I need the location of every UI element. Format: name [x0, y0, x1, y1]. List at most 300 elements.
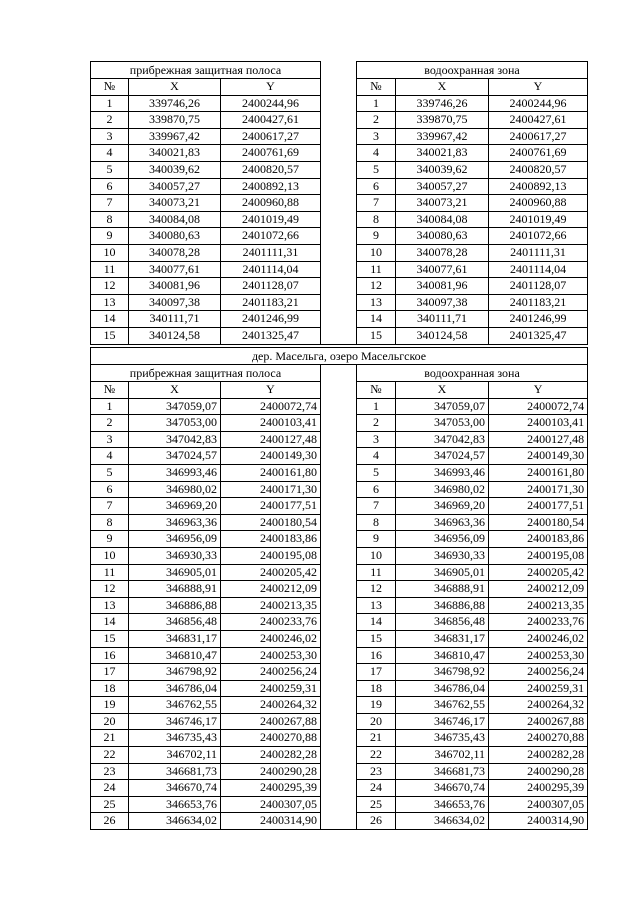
table-row: [91, 195, 588, 212]
point-number: 17: [91, 664, 129, 681]
x-coordinate: 346856,48: [129, 614, 221, 631]
x-coordinate: 346888,91: [129, 581, 221, 598]
x-coordinate: 346831,17: [129, 630, 221, 647]
y-coordinate: 2400617,27: [221, 128, 321, 145]
y-coordinate: 2400103,41: [221, 415, 321, 432]
table-row: [91, 747, 588, 764]
point-number: 23: [357, 763, 396, 780]
y-coordinate: 2400103,41: [489, 415, 588, 432]
table-row: [91, 630, 588, 647]
header-y: Y: [221, 79, 321, 96]
y-coordinate: 2400264,32: [221, 697, 321, 714]
point-number: 21: [357, 730, 396, 747]
y-coordinate: 2400267,88: [221, 713, 321, 730]
x-coordinate: 346993,46: [129, 464, 221, 481]
x-coordinate: 346634,02: [396, 813, 489, 830]
x-coordinate: 346735,43: [396, 730, 489, 747]
y-coordinate: 2400259,31: [221, 680, 321, 697]
x-coordinate: 346702,11: [396, 747, 489, 764]
y-coordinate: 2400264,32: [489, 697, 588, 714]
point-number: 22: [91, 747, 129, 764]
point-number: 2: [357, 112, 396, 129]
table-row: [91, 431, 588, 448]
point-number: 10: [357, 547, 396, 564]
y-coordinate: 2400127,48: [221, 431, 321, 448]
point-number: 3: [91, 128, 129, 145]
table-row: [91, 278, 588, 295]
point-number: 24: [357, 780, 396, 797]
header-x: X: [396, 79, 489, 96]
table-row: [91, 178, 588, 195]
y-coordinate: 2400427,61: [221, 112, 321, 129]
point-number: 11: [357, 564, 396, 581]
x-coordinate: 347042,83: [396, 431, 489, 448]
point-number: 20: [357, 713, 396, 730]
header-x: X: [396, 382, 489, 399]
x-coordinate: 346681,73: [396, 763, 489, 780]
x-coordinate: 346810,47: [129, 647, 221, 664]
y-coordinate: 2400960,88: [489, 195, 588, 212]
x-coordinate: 346963,36: [129, 514, 221, 531]
table-row: [91, 697, 588, 714]
x-coordinate: 346653,76: [129, 796, 221, 813]
y-coordinate: 2400180,54: [489, 514, 588, 531]
x-coordinate: 346905,01: [129, 564, 221, 581]
x-coordinate: 340097,38: [396, 294, 489, 311]
y-coordinate: 2400177,51: [221, 498, 321, 515]
x-coordinate: 347059,07: [129, 398, 221, 415]
table-row: [91, 228, 588, 245]
point-number: 14: [91, 311, 129, 328]
table-row: [91, 464, 588, 481]
point-number: 7: [91, 498, 129, 515]
y-coordinate: 2400127,48: [489, 431, 588, 448]
table-row: [91, 211, 588, 228]
x-coordinate: 346888,91: [396, 581, 489, 598]
x-coordinate: 340078,28: [396, 244, 489, 261]
x-coordinate: 346969,20: [129, 498, 221, 515]
x-coordinate: 340124,58: [129, 327, 221, 344]
x-coordinate: 340073,21: [129, 195, 221, 212]
table-row: [91, 514, 588, 531]
y-coordinate: 2400246,02: [221, 630, 321, 647]
point-number: 15: [91, 327, 129, 344]
header-y: Y: [489, 382, 588, 399]
x-coordinate: 347042,83: [129, 431, 221, 448]
point-number: 11: [357, 261, 396, 278]
y-coordinate: 2400617,27: [489, 128, 588, 145]
y-coordinate: 2400892,13: [221, 178, 321, 195]
table-row: [91, 597, 588, 614]
x-coordinate: 346798,92: [129, 664, 221, 681]
point-number: 13: [91, 294, 129, 311]
section-title-row: [91, 62, 588, 79]
y-coordinate: 2401114,04: [221, 261, 321, 278]
x-coordinate: 339967,42: [396, 128, 489, 145]
point-number: 16: [357, 647, 396, 664]
y-coordinate: 2400314,90: [489, 813, 588, 830]
x-coordinate: 339746,26: [129, 95, 221, 112]
x-coordinate: 346993,46: [396, 464, 489, 481]
point-number: 24: [91, 780, 129, 797]
y-coordinate: 2401019,49: [489, 211, 588, 228]
y-coordinate: 2400314,90: [221, 813, 321, 830]
y-coordinate: 2400212,09: [489, 581, 588, 598]
y-coordinate: 2400270,88: [221, 730, 321, 747]
point-number: 12: [357, 278, 396, 295]
y-coordinate: 2400244,96: [489, 95, 588, 112]
y-coordinate: 2400267,88: [489, 713, 588, 730]
x-coordinate: 346735,43: [129, 730, 221, 747]
point-number: 1: [91, 95, 129, 112]
y-coordinate: 2400183,86: [221, 531, 321, 548]
point-number: 8: [357, 211, 396, 228]
point-number: 14: [357, 614, 396, 631]
point-number: 12: [357, 581, 396, 598]
point-number: 26: [357, 813, 396, 830]
y-coordinate: 2400213,35: [489, 597, 588, 614]
y-coordinate: 2400180,54: [221, 514, 321, 531]
y-coordinate: 2400213,35: [221, 597, 321, 614]
table-row: [91, 311, 588, 328]
x-coordinate: 346963,36: [396, 514, 489, 531]
y-coordinate: 2400205,42: [489, 564, 588, 581]
water-protection-zone-title: водоохранная зона: [357, 62, 588, 79]
point-number: 8: [357, 514, 396, 531]
x-coordinate: 346810,47: [396, 647, 489, 664]
point-number: 22: [357, 747, 396, 764]
y-coordinate: 2400177,51: [489, 498, 588, 515]
x-coordinate: 346762,55: [129, 697, 221, 714]
y-coordinate: 2400307,05: [489, 796, 588, 813]
y-coordinate: 2400244,96: [221, 95, 321, 112]
table-row: [91, 498, 588, 515]
section-title-row: [91, 365, 588, 382]
table-row: [91, 664, 588, 681]
point-number: 4: [91, 448, 129, 465]
y-coordinate: 2400212,09: [221, 581, 321, 598]
point-number: 10: [357, 244, 396, 261]
point-number: 1: [357, 398, 396, 415]
point-number: 2: [357, 415, 396, 432]
point-number: 10: [91, 244, 129, 261]
header-number: №: [357, 382, 396, 399]
table-row: [91, 415, 588, 432]
y-coordinate: 2400246,02: [489, 630, 588, 647]
y-coordinate: 2401325,47: [489, 327, 588, 344]
table-row: [91, 294, 588, 311]
x-coordinate: 346786,04: [129, 680, 221, 697]
y-coordinate: 2400253,30: [489, 647, 588, 664]
y-coordinate: 2400761,69: [489, 145, 588, 162]
point-number: 13: [357, 294, 396, 311]
y-coordinate: 2400290,28: [489, 763, 588, 780]
point-number: 23: [91, 763, 129, 780]
point-number: 2: [91, 112, 129, 129]
point-number: 8: [91, 514, 129, 531]
point-number: 15: [91, 630, 129, 647]
y-coordinate: 2400761,69: [221, 145, 321, 162]
point-number: 10: [91, 547, 129, 564]
table-row: [91, 128, 588, 145]
y-coordinate: 2400149,30: [221, 448, 321, 465]
point-number: 5: [91, 464, 129, 481]
point-number: 25: [357, 796, 396, 813]
y-coordinate: 2400171,30: [221, 481, 321, 498]
table-row: [91, 145, 588, 162]
point-number: 20: [91, 713, 129, 730]
y-coordinate: 2400295,39: [489, 780, 588, 797]
table-row: [91, 730, 588, 747]
point-number: 26: [91, 813, 129, 830]
table-row: [91, 161, 588, 178]
point-number: 1: [357, 95, 396, 112]
x-coordinate: 346886,88: [396, 597, 489, 614]
x-coordinate: 347053,00: [129, 415, 221, 432]
x-coordinate: 346930,33: [396, 547, 489, 564]
x-coordinate: 346670,74: [129, 780, 221, 797]
water-protection-zone-title: водоохранная зона: [357, 365, 588, 382]
y-coordinate: 2400820,57: [489, 161, 588, 178]
point-number: 11: [91, 261, 129, 278]
point-number: 9: [357, 228, 396, 245]
x-coordinate: 346786,04: [396, 680, 489, 697]
table-row: [91, 448, 588, 465]
x-coordinate: 346856,48: [396, 614, 489, 631]
x-coordinate: 346653,76: [396, 796, 489, 813]
point-number: 19: [91, 697, 129, 714]
point-number: 6: [91, 178, 129, 195]
point-number: 8: [91, 211, 129, 228]
y-coordinate: 2400256,24: [489, 664, 588, 681]
x-coordinate: 339746,26: [396, 95, 489, 112]
point-number: 14: [357, 311, 396, 328]
y-coordinate: 2400161,80: [221, 464, 321, 481]
x-coordinate: 346634,02: [129, 813, 221, 830]
x-coordinate: 346670,74: [396, 780, 489, 797]
point-number: 21: [91, 730, 129, 747]
x-coordinate: 340111,71: [129, 311, 221, 328]
point-number: 5: [357, 464, 396, 481]
y-coordinate: 2400270,88: [489, 730, 588, 747]
point-number: 4: [357, 145, 396, 162]
x-coordinate: 346886,88: [129, 597, 221, 614]
x-coordinate: 347024,57: [396, 448, 489, 465]
y-coordinate: 2401246,99: [221, 311, 321, 328]
table-row: [91, 680, 588, 697]
point-number: 3: [357, 128, 396, 145]
point-number: 1: [91, 398, 129, 415]
table-row: [91, 713, 588, 730]
y-coordinate: 2400195,08: [221, 547, 321, 564]
y-coordinate: 2401072,66: [489, 228, 588, 245]
point-number: 7: [357, 498, 396, 515]
header-row: [91, 79, 588, 96]
x-coordinate: 346831,17: [396, 630, 489, 647]
y-coordinate: 2401114,04: [489, 261, 588, 278]
y-coordinate: 2401072,66: [221, 228, 321, 245]
x-coordinate: 340080,63: [129, 228, 221, 245]
x-coordinate: 346746,17: [396, 713, 489, 730]
header-number: №: [357, 79, 396, 96]
point-number: 2: [91, 415, 129, 432]
x-coordinate: 340021,83: [396, 145, 489, 162]
y-coordinate: 2401246,99: [489, 311, 588, 328]
coastal-strip-title: прибрежная защитная полоса: [91, 365, 321, 382]
y-coordinate: 2401111,31: [489, 244, 588, 261]
x-coordinate: 346762,55: [396, 697, 489, 714]
table-row: [91, 547, 588, 564]
point-number: 9: [91, 228, 129, 245]
point-number: 3: [357, 431, 396, 448]
coordinates-table-2: [90, 347, 588, 830]
x-coordinate: 340077,61: [129, 261, 221, 278]
y-coordinate: 2401183,21: [489, 294, 588, 311]
x-coordinate: 340081,96: [396, 278, 489, 295]
y-coordinate: 2401128,07: [221, 278, 321, 295]
header-row: [91, 382, 588, 399]
table-row: [91, 647, 588, 664]
y-coordinate: 2401019,49: [221, 211, 321, 228]
x-coordinate: 346905,01: [396, 564, 489, 581]
point-number: 19: [357, 697, 396, 714]
point-number: 12: [91, 278, 129, 295]
x-coordinate: 346980,02: [396, 481, 489, 498]
x-coordinate: 339870,75: [396, 112, 489, 129]
point-number: 15: [357, 630, 396, 647]
point-number: 6: [91, 481, 129, 498]
y-coordinate: 2400307,05: [221, 796, 321, 813]
x-coordinate: 340111,71: [396, 311, 489, 328]
x-coordinate: 346930,33: [129, 547, 221, 564]
x-coordinate: 347024,57: [129, 448, 221, 465]
y-coordinate: 2400233,76: [221, 614, 321, 631]
y-coordinate: 2400282,28: [489, 747, 588, 764]
table-row: [91, 398, 588, 415]
coastal-strip-title: прибрежная защитная полоса: [91, 62, 321, 79]
table-row: [91, 581, 588, 598]
x-coordinate: 340073,21: [396, 195, 489, 212]
x-coordinate: 346798,92: [396, 664, 489, 681]
table-row: [91, 780, 588, 797]
table-row: [91, 244, 588, 261]
x-coordinate: 340124,58: [396, 327, 489, 344]
y-coordinate: 2400259,31: [489, 680, 588, 697]
x-coordinate: 346980,02: [129, 481, 221, 498]
y-coordinate: 2401128,07: [489, 278, 588, 295]
x-coordinate: 340081,96: [129, 278, 221, 295]
x-coordinate: 340097,38: [129, 294, 221, 311]
point-number: 18: [357, 680, 396, 697]
y-coordinate: 2400960,88: [221, 195, 321, 212]
y-coordinate: 2400171,30: [489, 481, 588, 498]
x-coordinate: 346956,09: [129, 531, 221, 548]
point-number: 18: [91, 680, 129, 697]
point-number: 4: [91, 145, 129, 162]
table-row: [91, 564, 588, 581]
y-coordinate: 2400195,08: [489, 547, 588, 564]
table-row: [91, 796, 588, 813]
y-coordinate: 2400282,28: [221, 747, 321, 764]
point-number: 6: [357, 178, 396, 195]
header-number: №: [91, 79, 129, 96]
y-coordinate: 2400233,76: [489, 614, 588, 631]
y-coordinate: 2400290,28: [221, 763, 321, 780]
coordinates-table-1: [90, 61, 588, 345]
y-coordinate: 2400205,42: [221, 564, 321, 581]
settlement-lake-caption: дер. Масельга, озеро Масельгское: [91, 348, 588, 365]
table-row: [91, 327, 588, 344]
x-coordinate: 340078,28: [129, 244, 221, 261]
x-coordinate: 346702,11: [129, 747, 221, 764]
point-number: 13: [357, 597, 396, 614]
point-number: 6: [357, 481, 396, 498]
point-number: 11: [91, 564, 129, 581]
table-row: [91, 813, 588, 830]
table-row: [91, 614, 588, 631]
x-coordinate: 346956,09: [396, 531, 489, 548]
x-coordinate: 340084,08: [129, 211, 221, 228]
x-coordinate: 340057,27: [396, 178, 489, 195]
header-x: X: [129, 79, 221, 96]
header-y: Y: [221, 382, 321, 399]
point-number: 9: [357, 531, 396, 548]
point-number: 9: [91, 531, 129, 548]
table-row: [91, 95, 588, 112]
header-x: X: [129, 382, 221, 399]
y-coordinate: 2400892,13: [489, 178, 588, 195]
y-coordinate: 2400253,30: [221, 647, 321, 664]
caption-row: [91, 348, 588, 365]
y-coordinate: 2400820,57: [221, 161, 321, 178]
x-coordinate: 340039,62: [129, 161, 221, 178]
y-coordinate: 2400256,24: [221, 664, 321, 681]
table-row: [91, 531, 588, 548]
point-number: 4: [357, 448, 396, 465]
y-coordinate: 2400427,61: [489, 112, 588, 129]
x-coordinate: 339870,75: [129, 112, 221, 129]
point-number: 17: [357, 664, 396, 681]
point-number: 5: [91, 161, 129, 178]
table-row: [91, 261, 588, 278]
x-coordinate: 340080,63: [396, 228, 489, 245]
x-coordinate: 339967,42: [129, 128, 221, 145]
point-number: 5: [357, 161, 396, 178]
point-number: 15: [357, 327, 396, 344]
point-number: 12: [91, 581, 129, 598]
y-coordinate: 2401183,21: [221, 294, 321, 311]
table-row: [91, 112, 588, 129]
x-coordinate: 347059,07: [396, 398, 489, 415]
point-number: 25: [91, 796, 129, 813]
x-coordinate: 340077,61: [396, 261, 489, 278]
x-coordinate: 340057,27: [129, 178, 221, 195]
y-coordinate: 2400072,74: [221, 398, 321, 415]
header-number: №: [91, 382, 129, 399]
x-coordinate: 346969,20: [396, 498, 489, 515]
point-number: 7: [91, 195, 129, 212]
point-number: 7: [357, 195, 396, 212]
x-coordinate: 346681,73: [129, 763, 221, 780]
y-coordinate: 2401325,47: [221, 327, 321, 344]
point-number: 3: [91, 431, 129, 448]
table-row: [91, 481, 588, 498]
point-number: 16: [91, 647, 129, 664]
x-coordinate: 340021,83: [129, 145, 221, 162]
x-coordinate: 340084,08: [396, 211, 489, 228]
y-coordinate: 2401111,31: [221, 244, 321, 261]
y-coordinate: 2400161,80: [489, 464, 588, 481]
